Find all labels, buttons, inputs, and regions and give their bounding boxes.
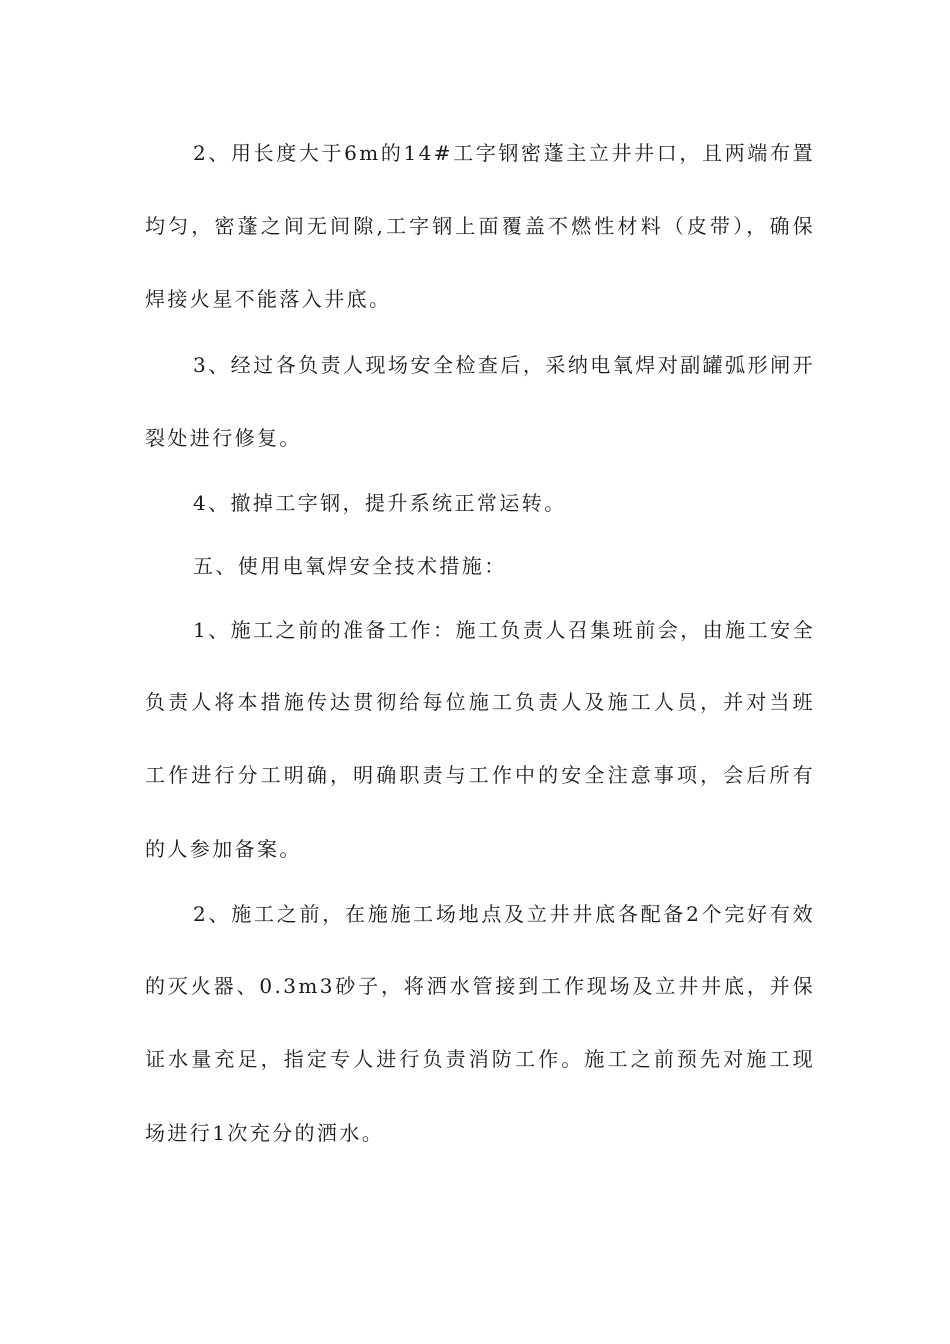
text-line: 场进行1次充分的洒水。 (145, 1121, 385, 1145)
text-line: 2、施工之前，在施施工场地点及立井井底各配备2个完好有效 (193, 902, 815, 926)
text-line: 3、经过各负责人现场安全检查后，采纳电氧焊对副罐弧形闸开 (193, 353, 815, 377)
text-line: 2、用长度大于6m的14#工字钢密蓬主立井井口，且两端布置 (193, 141, 815, 165)
text-line: 负责人将本措施传达贯彻给每位施工负责人及施工人员，并对当班 (145, 690, 815, 714)
text-line: 均匀，密蓬之间无间隙,工字钢上面覆盖不燃性材料（皮带），确保 (145, 214, 815, 238)
text-line: 工作进行分工明确，明确职责与工作中的安全注意事项，会后所有 (145, 763, 815, 787)
text-line: 的灭火器、0.3m3砂子，将洒水管接到工作现场及立井井底，并保 (145, 974, 815, 998)
text-line: 1、施工之前的准备工作：施工负责人召集班前会，由施工安全 (193, 618, 815, 642)
text-line: 的人参加备案。 (145, 837, 302, 861)
text-line: 4、撤掉工字钢，提升系统正常运转。 (193, 491, 567, 515)
text-line: 证水量充足，指定专人进行负责消防工作。施工之前预先对施工现 (145, 1047, 815, 1071)
section-heading: 五、使用电氧焊安全技术措施： (193, 554, 507, 578)
text-line: 裂处进行修复。 (145, 426, 302, 450)
text-line: 焊接火星不能落入井底。 (145, 287, 392, 311)
